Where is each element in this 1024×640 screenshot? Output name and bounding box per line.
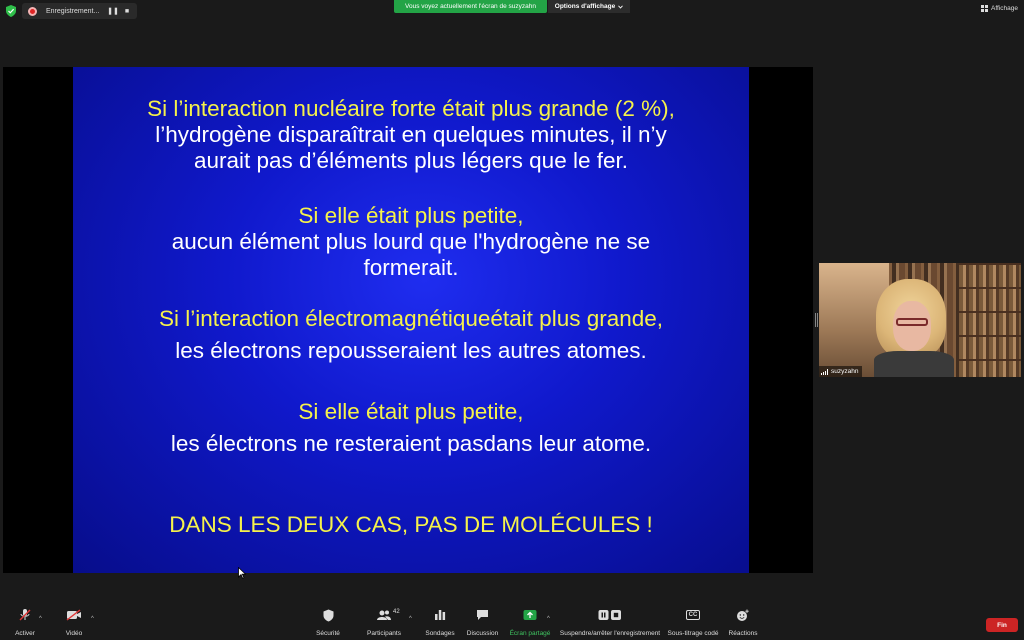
record-controls-button[interactable] (560, 605, 660, 640)
mic-muted-icon (18, 605, 32, 625)
slide-line: Si l’interaction électromagnétiqueétait plus grande, (158, 306, 664, 331)
participant-name: suzyzahn (831, 368, 859, 375)
slide-line: Si l’interaction nucléaire forte était plus grande (2 %), (147, 96, 675, 121)
meeting-toolbar (0, 605, 1024, 640)
participants-options-caret[interactable]: ^ (409, 616, 412, 622)
reactions-label: Réactions (728, 630, 758, 637)
recording-indicator (22, 3, 137, 19)
share-options-caret[interactable]: ^ (547, 616, 550, 622)
share-screen-icon (523, 605, 537, 625)
participant-body (874, 351, 954, 377)
cc-icon (686, 605, 701, 625)
slide-line: les électrons ne resteraient pasdans leur atome. (170, 431, 652, 456)
participants-icon (376, 605, 392, 625)
recording-label: Enregistrement... (46, 7, 100, 15)
display-label: Affichage (991, 5, 1018, 12)
security-icon (323, 605, 334, 625)
display-layout-button[interactable] (981, 5, 1018, 12)
reactions-button[interactable] (727, 605, 759, 640)
slide-line: DANS LES DEUX CAS, PAS DE MOLÉCULES ! (169, 512, 653, 537)
slide-line: les électrons repousseraient les autres atomes. (175, 338, 647, 363)
unmute-button[interactable] (10, 605, 40, 640)
chat-label: Discussion (466, 630, 499, 637)
security-button[interactable] (313, 605, 343, 640)
closed-caption-button[interactable] (667, 605, 719, 640)
slide-line: Si elle était plus petite, (298, 399, 524, 424)
slide-line: aurait pas d’éléments plus légers que le fer. (193, 148, 628, 173)
video-off-icon (66, 605, 82, 625)
polls-button[interactable] (424, 605, 456, 640)
start-video-button[interactable] (60, 605, 88, 640)
chevron-down-icon (618, 5, 623, 9)
polls-label: Sondages (425, 630, 455, 637)
pause-recording-button[interactable]: ❚❚ (107, 8, 119, 15)
chat-button[interactable] (465, 605, 500, 640)
record-controls-label: Suspendre/arrêter l'enregistrement (559, 630, 661, 637)
mouse-cursor-icon (238, 567, 246, 579)
reactions-icon (736, 605, 750, 625)
participant-glasses (896, 318, 928, 326)
share-screen-label: Écran partagé (509, 630, 551, 637)
bookshelf-right (959, 263, 1021, 377)
recording-dot-icon (28, 7, 37, 16)
signal-strength-icon (821, 369, 828, 375)
cc-glyph: CC (686, 610, 701, 620)
chat-icon (476, 605, 489, 625)
participants-count: 42 (393, 609, 400, 615)
top-bar (0, 0, 1024, 22)
participant-name-tag (819, 366, 862, 377)
audio-options-caret[interactable]: ^ (39, 616, 42, 622)
stop-recording-button[interactable]: ■ (124, 7, 130, 15)
slide-line: formerait. (363, 255, 459, 280)
shield-icon[interactable] (6, 5, 16, 17)
security-label: Sécurité (316, 630, 340, 637)
unmute-label: Activer (15, 630, 35, 637)
participants-label: Participants (367, 630, 401, 637)
participant-video-tile[interactable] (819, 263, 1021, 377)
participant-face (893, 301, 931, 351)
viewing-share-banner: Vous voyez actuellement l'écran de suzyzahn (394, 0, 547, 13)
video-options-caret[interactable]: ^ (91, 616, 94, 622)
closed-caption-label: Sous-titrage codé (667, 630, 719, 637)
slide-line: l’hydrogène disparaîtrait en quelques minutes, il n’y (155, 122, 667, 147)
split-view-handle[interactable] (815, 313, 818, 327)
video-label: Vidéo (65, 630, 83, 637)
view-options-label: Options d'affichage (554, 3, 616, 10)
shared-screen (3, 67, 813, 573)
slide-line: aucun élément plus lourd que l'hydrogène ne se (171, 229, 651, 254)
polls-icon (434, 605, 446, 625)
slide-line: Si elle était plus petite, (298, 203, 524, 228)
grid-layout-icon (981, 5, 988, 12)
presentation-slide (73, 67, 749, 573)
share-screen-button[interactable] (509, 605, 551, 640)
view-options-button[interactable] (548, 0, 630, 13)
record-controls-icon (598, 605, 622, 625)
end-meeting-button[interactable]: Fin (986, 618, 1018, 632)
